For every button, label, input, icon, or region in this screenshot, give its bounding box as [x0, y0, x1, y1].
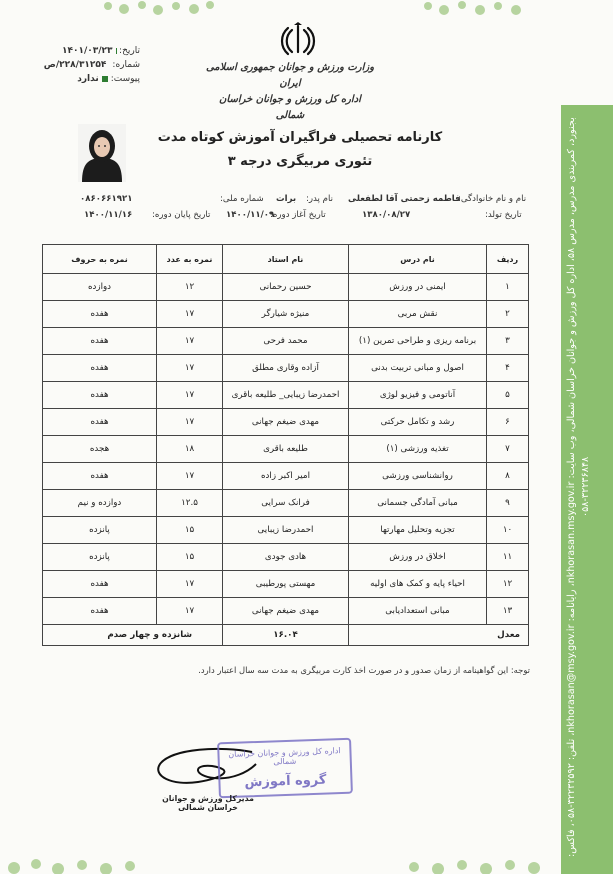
cell-grade-words: هفده — [43, 328, 157, 355]
cell-row-number: ۷ — [487, 436, 529, 463]
cell-grade-words: پانزده — [43, 544, 157, 571]
info-end-value: ۱۴۰۰/۱۱/۱۶ — [84, 210, 133, 220]
cell-teacher: فرانک سرایی — [223, 490, 349, 517]
cell-row-number: ۵ — [487, 382, 529, 409]
cell-grade-number: ۱۵ — [157, 517, 223, 544]
cell-teacher: امیر اکبر زاده — [223, 463, 349, 490]
floral-ornament-top-right — [420, 0, 530, 18]
meta-date-value: ۱۴۰۱/۰۳/۲۳ — [62, 46, 113, 56]
cell-course: احیاء پایه و کمک های اولیه — [349, 571, 487, 598]
grades-table — [42, 244, 529, 646]
table-row — [43, 544, 529, 571]
average-label: معدل — [349, 625, 529, 646]
cell-teacher: آزاده وقاری مطلق — [223, 355, 349, 382]
cell-grade-number: ۱۷ — [157, 598, 223, 625]
cell-row-number: ۹ — [487, 490, 529, 517]
letter-meta — [43, 44, 140, 86]
info-national-label: شماره ملی: — [220, 194, 264, 204]
office-stamp — [217, 738, 353, 799]
cell-grade-number: ۱۷ — [157, 382, 223, 409]
cell-teacher: محمد فرحی — [223, 328, 349, 355]
cell-teacher: احمدرضا زیبایی_ طلیعه باقری — [223, 382, 349, 409]
meta-number-label: شماره: — [112, 60, 140, 70]
title-line-2: تئوری مربیگری درجه ۳ — [227, 154, 373, 169]
table-row — [43, 328, 529, 355]
meta-attachment — [62, 72, 140, 86]
signer-title: مدیرکل ورزش و جوانان خراسان شمالی — [162, 794, 254, 812]
validity-note: توجه: این گواهینامه از زمان صدور و در صورت اخذ کارت مربیگری به مدت سه سال اعتبار دارد. — [198, 665, 530, 675]
meta-number — [43, 58, 140, 72]
cell-teacher: مهدی ضیغم جهانی — [223, 598, 349, 625]
table-row — [43, 409, 529, 436]
cell-course: آناتومی و فیزیو لوژی — [349, 382, 487, 409]
info-start-value: ۱۴۰۰/۱۱/۰۹ — [226, 210, 275, 220]
meta-attachment-value: ندارد — [77, 74, 99, 84]
table-row — [43, 463, 529, 490]
cell-grade-number: ۱۷ — [157, 328, 223, 355]
cell-row-number: ۶ — [487, 409, 529, 436]
cell-teacher: مهستی پورطیبی — [223, 571, 349, 598]
cell-grade-words: دوازده — [43, 274, 157, 301]
bullet-icon — [102, 76, 108, 82]
cell-row-number: ۱۲ — [487, 571, 529, 598]
cell-course: ایمنی در ورزش — [349, 274, 487, 301]
meta-date-label: تاریخ: — [119, 46, 140, 56]
cell-grade-number: ۱۷ — [157, 301, 223, 328]
table-row — [43, 571, 529, 598]
cell-grade-words: پانزده — [43, 517, 157, 544]
document-title — [150, 126, 450, 174]
average-row — [43, 625, 529, 646]
ministry-header — [205, 60, 375, 124]
cell-teacher: مهدی ضیغم جهانی — [223, 409, 349, 436]
ministry-line-2: اداره کل ورزش و جوانان خراسان شمالی — [219, 94, 361, 121]
info-name-label: نام و نام خانوادگی: — [458, 194, 527, 204]
cell-row-number: ۱ — [487, 274, 529, 301]
header-teacher: نام استاد — [223, 245, 349, 274]
cell-course: مبانی استعدادیابی — [349, 598, 487, 625]
table-row — [43, 274, 529, 301]
cell-row-number: ۱۳ — [487, 598, 529, 625]
floral-ornament-top-left — [98, 0, 218, 18]
cell-grade-number: ۱۷ — [157, 571, 223, 598]
cell-course: اصول و مبانی تربیت بدنی — [349, 355, 487, 382]
meta-attachment-label: پیوست: — [110, 74, 140, 84]
cell-row-number: ۱۱ — [487, 544, 529, 571]
cell-row-number: ۴ — [487, 355, 529, 382]
cell-course: نقش مربی — [349, 301, 487, 328]
header-grade-words: نمره به حروف — [43, 245, 157, 274]
cell-course: رشد و تکامل حرکتی — [349, 409, 487, 436]
table-header-row — [43, 245, 529, 274]
cell-grade-number: ۱۵ — [157, 544, 223, 571]
iran-emblem-icon — [279, 22, 317, 58]
meta-date — [62, 44, 140, 58]
table-row — [43, 517, 529, 544]
cell-teacher: منیژه شیارگر — [223, 301, 349, 328]
table-row — [43, 301, 529, 328]
cell-grade-number: ۱۸ — [157, 436, 223, 463]
stamp-line-2: گروه آموزش — [244, 772, 327, 791]
header-row-number: ردیف — [487, 245, 529, 274]
cell-grade-words: هفده — [43, 382, 157, 409]
table-row — [43, 598, 529, 625]
student-photo — [78, 124, 126, 182]
cell-grade-words: هجده — [43, 436, 157, 463]
cell-course: تغذیه ورزشی (۱) — [349, 436, 487, 463]
cell-grade-number: ۱۷ — [157, 463, 223, 490]
cell-grade-words: هفده — [43, 355, 157, 382]
info-national-value: ۰۸۶۰۶۶۱۹۲۱ — [80, 194, 133, 204]
info-birth-value: ۱۳۸۰/۰۸/۲۷ — [362, 210, 411, 220]
info-father-value: برات — [276, 194, 297, 204]
cell-grade-number: ۱۷ — [157, 409, 223, 436]
header-grade-number: نمره به عدد — [157, 245, 223, 274]
cell-row-number: ۸ — [487, 463, 529, 490]
cell-grade-number: ۱۲ — [157, 274, 223, 301]
cell-grade-words: دوازده و نیم — [43, 490, 157, 517]
cell-course: روانشناسی ورزشی — [349, 463, 487, 490]
table-row — [43, 355, 529, 382]
cell-grade-number: ۱۷ — [157, 355, 223, 382]
cell-teacher: حسین رحمانی — [223, 274, 349, 301]
cell-course: مبانی آمادگی جسمانی — [349, 490, 487, 517]
table-row — [43, 382, 529, 409]
table-row — [43, 436, 529, 463]
info-start-label: تاریخ آغاز دوره: — [270, 210, 326, 220]
cell-teacher: هادی جودی — [223, 544, 349, 571]
table-row — [43, 490, 529, 517]
bullet-icon — [116, 48, 117, 54]
cell-grade-number: ۱۲.۵ — [157, 490, 223, 517]
title-line-1: کارنامه تحصیلی فراگیران آموزش کوتاه مدت — [157, 130, 443, 145]
floral-ornament-bottom-right — [400, 852, 550, 874]
header-course: نام درس — [349, 245, 487, 274]
cell-course: اخلاق در ورزش — [349, 544, 487, 571]
info-name-value: فاطمه زحمتی آقا لطفعلی — [348, 194, 461, 204]
average-words: شانزده و چهار صدم — [43, 625, 223, 646]
cell-teacher: احمدرضا زیبایی — [223, 517, 349, 544]
average-number: ۱۶.۰۴ — [223, 625, 349, 646]
cell-course: برنامه ریزی و طراحی تمرین (۱) — [349, 328, 487, 355]
info-father-label: نام پدر: — [306, 194, 334, 204]
info-birth-label: تاریخ تولد: — [485, 210, 522, 220]
cell-course: تجزیه وتحلیل مهارتها — [349, 517, 487, 544]
cell-grade-words: هفده — [43, 301, 157, 328]
cell-grade-words: هفده — [43, 598, 157, 625]
cell-grade-words: هفده — [43, 571, 157, 598]
ministry-line-1: وزارت ورزش و جوانان جمهوری اسلامی ایران — [205, 62, 375, 89]
floral-ornament-bottom-left — [0, 852, 150, 874]
meta-number-value: ۲۲۸/۳۱۲۵۴/ص — [43, 60, 107, 70]
cell-row-number: ۲ — [487, 301, 529, 328]
cell-teacher: طلیعه باقری — [223, 436, 349, 463]
cell-grade-words: هفده — [43, 409, 157, 436]
side-contact-text: بجنورد، کمربندی مدرس، مدرس ۵۸، اداره کل ورزش و جوانان خراسان شمالی، وب سایت: nkhorasan.msy.gov.ir، رایانامه: nkhorasan@msy.gov.ir، تلفن: ۳۲۲۳۲۵۹۲-۰۵۸، فاکس: ۳۲۲۳۶۸۴۸-۰۵۸ — [566, 117, 591, 857]
cell-grade-words: هفده — [43, 463, 157, 490]
stamp-line-1: اداره کل ورزش و جوانان خراسان شمالی — [228, 746, 341, 767]
cell-row-number: ۱۰ — [487, 517, 529, 544]
info-end-label: تاریخ پایان دوره: — [152, 210, 211, 220]
cell-row-number: ۳ — [487, 328, 529, 355]
